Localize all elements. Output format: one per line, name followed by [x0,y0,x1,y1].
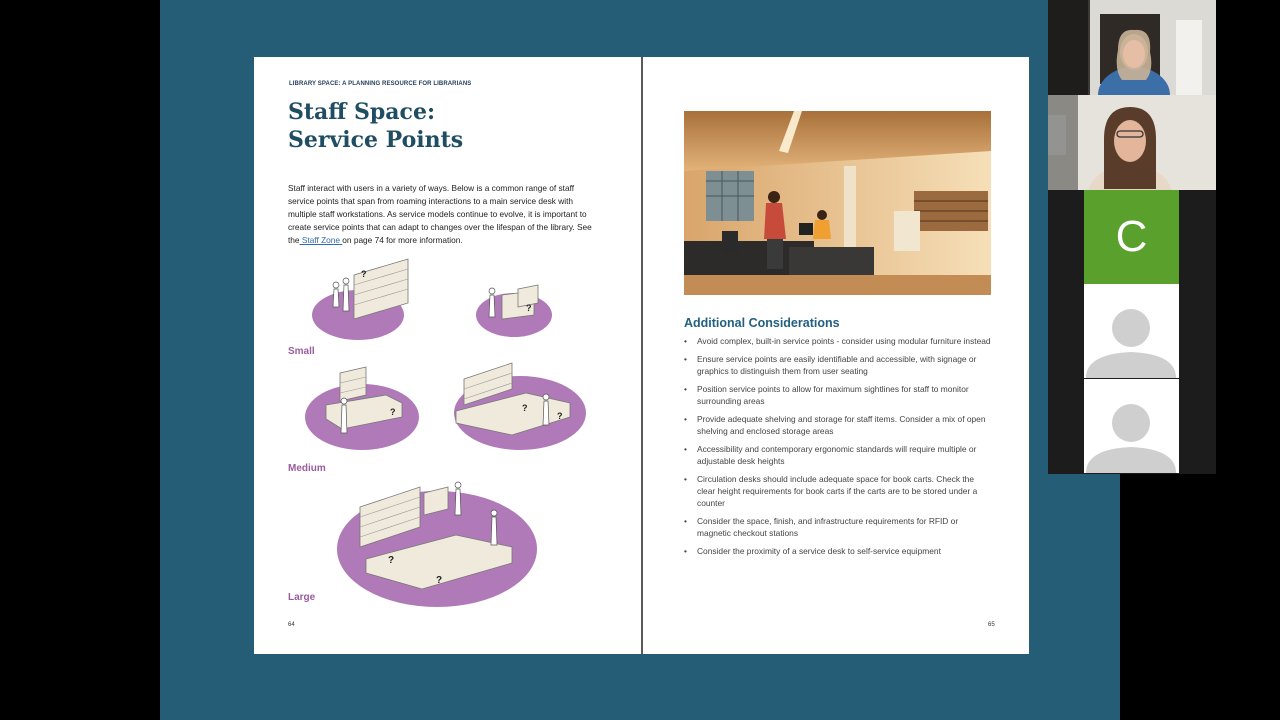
svg-text:?: ? [557,411,563,421]
consideration-item: • Provide adequate shelving and storage for staff items. Consider a mix of open shelving and enclosed storage areas [684,413,994,437]
participant-video-1[interactable] [1048,0,1216,95]
participant-placeholder-2[interactable] [1084,379,1179,473]
consideration-item: • Consider the proximity of a service desk to self-service equipment [684,545,994,557]
page-number-right: 65 [988,622,995,628]
participant-video-1-image [1048,0,1216,95]
consideration-item: • Avoid complex, built-in service points - consider using modular furniture instead [684,335,994,347]
consideration-item: • Ensure service points are easily identifiable and accessible, with signage or graphics to distinguish them from user seating [684,353,994,377]
small-service-point-illustration [306,255,566,345]
page-number-left: 64 [288,622,295,628]
intro-text: Staff interact with users in a variety of ways. Below is a common range of staff service points that span from roaming interactions to a main service desk with multiple staff workstations. As service models continue to evolve, it is important to create service points that can adapt to changes over the lifespan of the library. See the [288,183,592,245]
large-service-point-illustration [336,479,540,609]
user-placeholder-icon [1084,379,1179,473]
size-label-medium: Medium [288,463,326,474]
svg-text:?: ? [388,555,395,566]
document-spread [254,57,1029,654]
intro-paragraph [288,182,598,247]
size-label-small: Small [288,346,315,357]
svg-text:?: ? [436,575,443,586]
consideration-item: • Accessibility and contemporary ergonomic standards will require multiple or adjustable desk heights [684,443,994,467]
participant-video-2-image [1048,95,1216,190]
user-placeholder-icon [1084,284,1179,378]
svg-text:?: ? [522,403,528,413]
staff-zone-link[interactable]: Staff Zone [299,235,343,245]
consideration-item: • Consider the space, finish, and infrastructure requirements for RFID or magnetic checkout stations [684,515,994,539]
participant-video-2[interactable] [1048,95,1216,190]
participant-avatar-c[interactable] [1084,190,1179,284]
page-title [288,98,588,154]
considerations-title: Additional Considerations [684,316,840,330]
svg-text:?: ? [361,269,367,279]
consideration-item: • Circulation desks should include adequate space for book carts. Check the clear height requirements for book carts if the carts are to be stored under a counter [684,473,994,509]
consideration-item: • Position service points to allow for maximum sightlines for staff to monitor surrounding areas [684,383,994,407]
running-head: LIBRARY SPACE: A PLANNING RESOURCE FOR LIBRARIANS [289,81,472,87]
size-label-large: Large [288,592,316,603]
title-line-2: Service Points [288,127,464,153]
svg-text:?: ? [526,303,532,313]
participant-placeholder-1[interactable] [1084,284,1179,378]
right-page [643,57,1029,654]
left-page [254,57,641,654]
title-line-1: Staff Space: [288,99,436,125]
svg-text:?: ? [390,407,396,417]
considerations-list [684,335,994,563]
service-desk-photo [684,111,991,295]
medium-service-point-illustration [302,359,592,455]
avatar-initial: C [1115,212,1148,261]
intro-text-end: on page 74 for more information. [342,235,463,245]
